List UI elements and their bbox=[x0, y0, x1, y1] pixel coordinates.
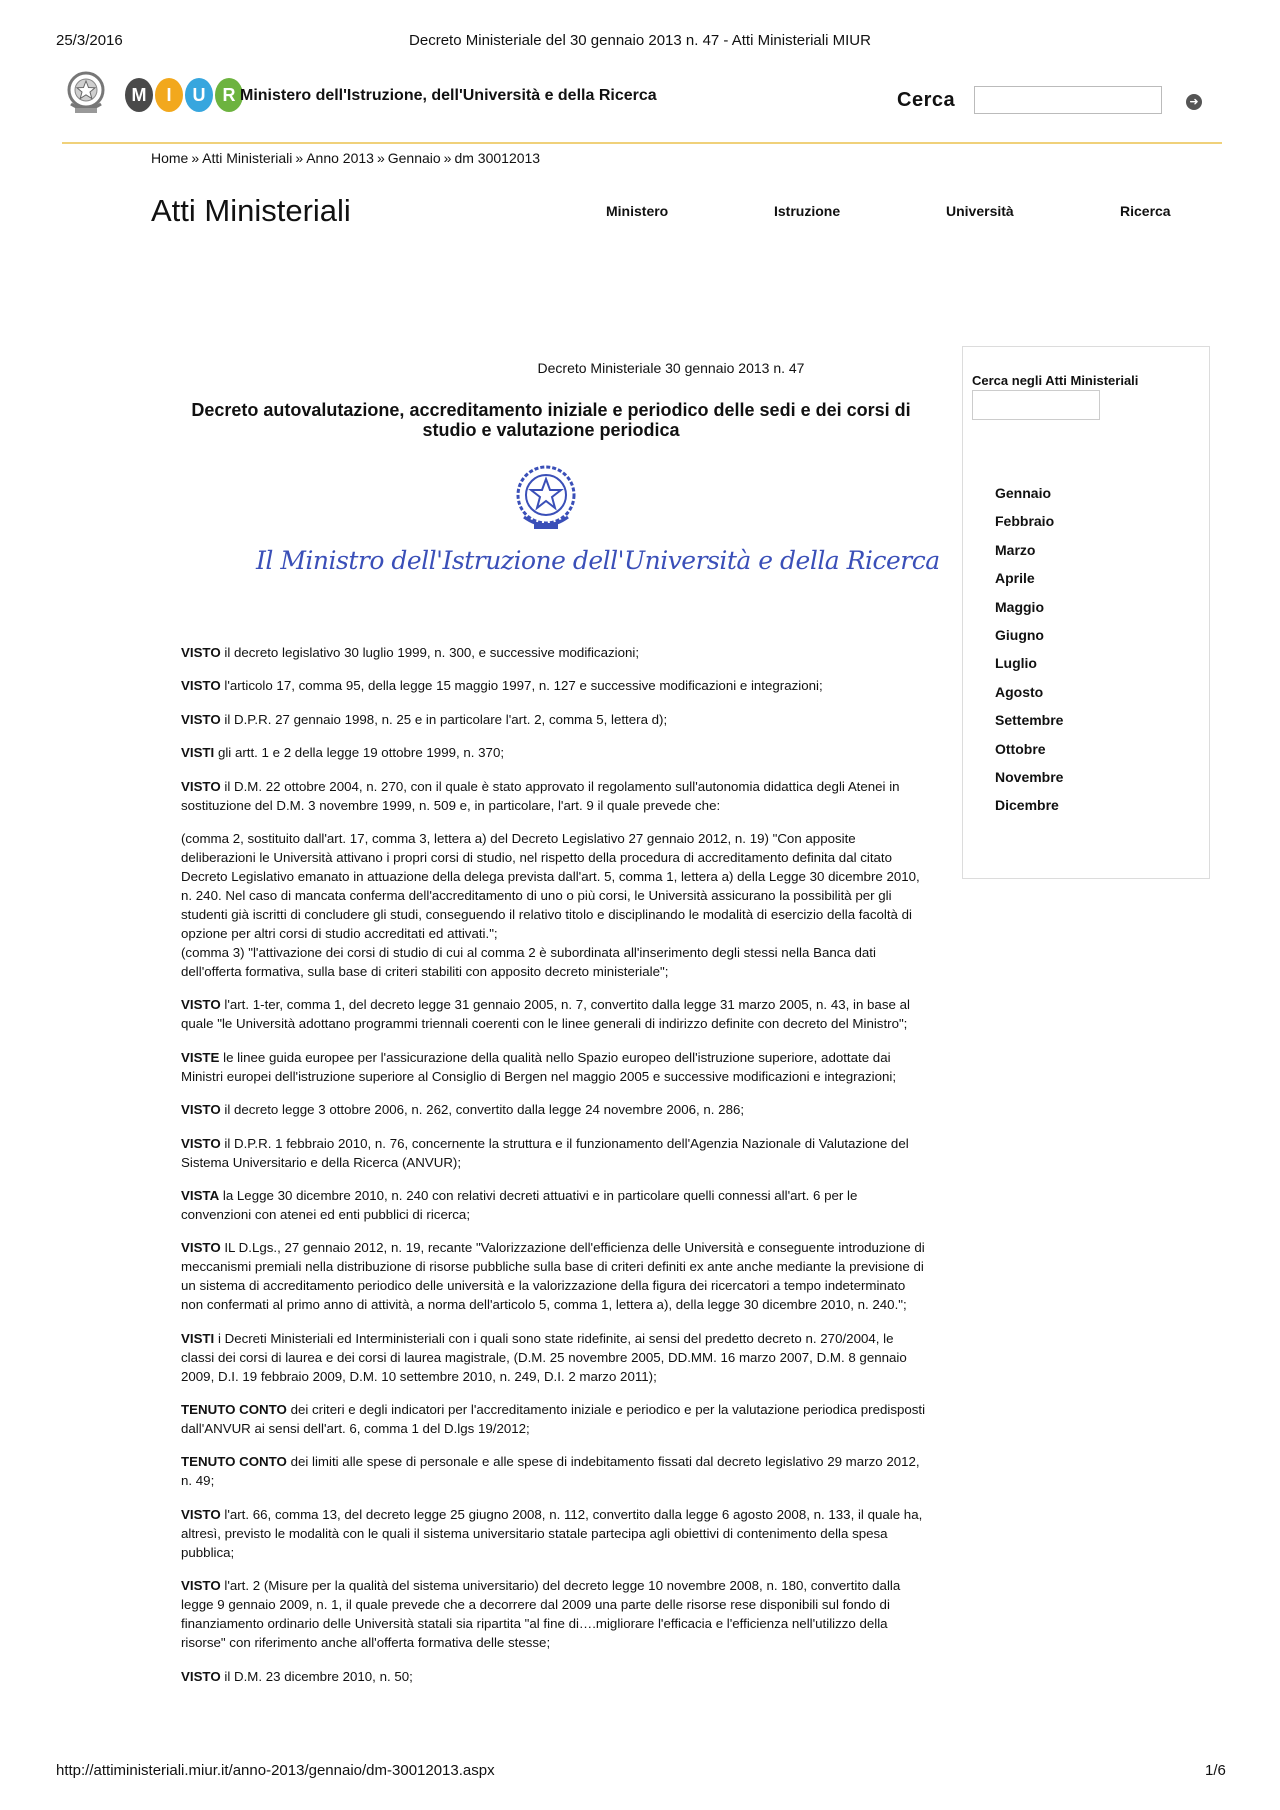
month-link[interactable]: Maggio bbox=[995, 598, 1044, 615]
header-divider bbox=[62, 142, 1222, 144]
month-link[interactable]: Marzo bbox=[995, 541, 1036, 558]
breadcrumb-atti-ministeriali[interactable]: Atti Ministeriali bbox=[202, 150, 293, 166]
breadcrumb-month[interactable]: Gennaio bbox=[387, 150, 441, 166]
document-paragraph: VISTO il decreto legge 3 ottobre 2006, n. 262, convertito dalla legge 24 novembre 2006, n. 286; bbox=[181, 1102, 745, 1118]
document-paragraph: VISTO l'art. 1-ter, comma 1, del decreto legge 31 gennaio 2005, n. 7, convertito dalla legge 31 marzo 2005, n. 43, in base al quale "le Università adottano programmi triennali coerenti con le linee generali di indirizzo definite con decreto del Ministro"; bbox=[181, 997, 910, 1032]
nav-ministero[interactable]: Ministero bbox=[606, 203, 669, 219]
document-paragraph: VISTI gli artt. 1 e 2 della legge 19 ottobre 1999, n. 370; bbox=[181, 745, 505, 761]
month-link[interactable]: Ottobre bbox=[995, 740, 1046, 757]
month-link[interactable]: Gennaio bbox=[995, 485, 1052, 501]
document-paragraph: TENUTO CONTO dei criteri e degli indicatori per l'accreditamento iniziale e periodico e per la valutazione periodica predisposti dall'ANVUR ai sensi dell'art. 6, comma 1 del D.lgs 19/2012; bbox=[181, 1402, 926, 1437]
month-link[interactable]: Giugno bbox=[995, 626, 1044, 643]
miur-logo-letter: I bbox=[155, 78, 183, 112]
section-title: Atti Ministeriali bbox=[151, 193, 351, 228]
document-paragraph: VISTE le linee guida europee per l'assicurazione della qualità nello Spazio europeo dell'istruzione superiore, adottate dai Ministri europei dell'istruzione superiore al Consiglio di Bergen nel maggio 2005 e successive modificazioni e integrazioni; bbox=[181, 1049, 897, 1084]
nav-ricerca[interactable]: Ricerca bbox=[1120, 203, 1171, 219]
print-date: 25/3/2016 bbox=[56, 32, 123, 49]
miur-logo-letter: R bbox=[215, 78, 243, 112]
document-paragraph: VISTO l'art. 2 (Misure per la qualità del sistema universitario) del decreto legge 10 novembre 2008, n. 180, convertito dalla legge 9 gennaio 2009, n. 1, il quale prevede che a decorrere dal 2009 una parte delle risorse rese disponibili sul fondo di finanziamento ordinario delle Università statali sia ripartita "al fine di….migliorare l'efficacia e l'efficienza nell'utilizzo della risorse" con riferimento anche all'offerta formativa delle stesse; bbox=[181, 1578, 901, 1651]
document-paragraph: VISTO il D.P.R. 1 febbraio 2010, n. 76, concernente la struttura e il funzionamento dell'Agenzia Nazionale di Valutazione del Sistema Universitario e della Ricerca (ANVUR); bbox=[181, 1135, 909, 1170]
sidebar-search-input[interactable] bbox=[972, 390, 1100, 420]
document-paragraph: VISTO il decreto legislativo 30 luglio 1999, n. 300, e successive modificazioni; bbox=[181, 645, 640, 660]
month-link[interactable]: Settembre bbox=[995, 712, 1064, 729]
ministry-name: Ministero dell'Istruzione, dell'Università e della Ricerca bbox=[240, 87, 657, 104]
nav-universita[interactable]: Università bbox=[946, 203, 1014, 219]
month-list bbox=[995, 485, 1063, 826]
minister-signature-line: Il Ministro dell'Istruzione dell'Università e della Ricerca bbox=[256, 546, 940, 575]
document-paragraph: (comma 2, sostituito dall'art. 17, comma 3, lettera a) del Decreto Legislativo 27 gennaio 2012, n. 19) "Con apposite deliberazioni le Università attivano i propri corsi di studio, nel rispetto della procedura di accreditamento definita dal citato Decreto Legislativo emanato in attuazione della delega prevista dall'art. 5, comma 1, lettera a) della Legge 30 dicembre 2010, n. 240. Nel caso di mancata conferma dell'accreditamento di uno o più corsi, le Università assicurano la possibilità per gli studenti già iscritti di concludere gli studi, conseguendo il relativo titolo e disciplinando le modalità di esercizio della facoltà di opzione per altri corsi di studio accreditati ed attivati."; (comma 3) "l'attivazione dei corsi di studio di cui al comma 2 è subordinata all'inserimento degli stessi nella Banca dati dell'offerta formativa, sulla base di criteri stabiliti con apposito decreto ministeriale"; bbox=[181, 830, 920, 979]
document-paragraph: VISTA la Legge 30 dicembre 2010, n. 240 con relativi decreti attuativi e in particolare quelli connessi all'art. 6 per le convenzioni con atenei ed enti pubblici di ricerca; bbox=[181, 1187, 858, 1222]
search-input[interactable] bbox=[974, 86, 1162, 114]
document-paragraph: VISTI i Decreti Ministeriali ed Interministeriali con i quali sono state ridefinite, ai sensi del predetto decreto n. 270/2004, le classi dei corsi di laurea e dei corsi di laurea magistrale, (D.M. 25 novembre 2005, DD.MM. 16 marzo 2007, D.M. 8 gennaio 2009, D.I. 19 febbraio 2009, D.M. 10 settembre 2010, n. 249, D.I. 2 marzo 2011); bbox=[181, 1330, 907, 1384]
month-link[interactable]: Dicembre bbox=[995, 797, 1059, 814]
document-paragraph: VISTO l'articolo 17, comma 95, della legge 15 maggio 1997, n. 127 e successive modificazioni e integrazioni; bbox=[181, 678, 823, 694]
document-paragraph: TENUTO CONTO dei limiti alle spese di personale e alle spese di indebitamento fissati dal decreto legislativo 29 marzo 2012, n. 49; bbox=[181, 1454, 920, 1489]
print-page-number: 1/6 bbox=[1205, 1762, 1226, 1779]
document-body bbox=[181, 643, 926, 1700]
document-paragraph: VISTO il D.M. 22 ottobre 2004, n. 270, con il quale è stato approvato il regolamento sull'autonomia didattica degli Atenei in sostituzione del D.M. 3 novembre 1999, n. 509 e, in particolare, l'art. 9 il quale prevede che: bbox=[181, 778, 900, 813]
breadcrumb: Home » Atti Ministeriali » Anno 2013 » Gennaio » dm 30012013 bbox=[151, 150, 541, 166]
republic-seal-icon bbox=[514, 463, 578, 535]
sidebar-search-label: Cerca negli Atti Ministeriali bbox=[972, 373, 1139, 388]
miur-logo-letter: U bbox=[185, 78, 213, 112]
document-paragraph: VISTO il D.P.R. 27 gennaio 1998, n. 25 e in particolare l'art. 2, comma 5, lettera d); bbox=[181, 711, 668, 727]
miur-logo[interactable] bbox=[125, 78, 243, 112]
month-link[interactable]: Luglio bbox=[995, 655, 1037, 672]
print-page-title: Decreto Ministeriale del 30 gennaio 2013 n. 47 - Atti Ministeriali MIUR bbox=[409, 32, 871, 49]
miur-logo-letter: M bbox=[125, 78, 153, 112]
month-link[interactable]: Febbraio bbox=[995, 513, 1055, 530]
breadcrumb-anno[interactable]: Anno 2013 bbox=[306, 150, 374, 166]
breadcrumb-home[interactable]: Home bbox=[151, 150, 189, 166]
document-paragraph: VISTO il D.M. 23 dicembre 2010, n. 50; bbox=[181, 1668, 413, 1684]
month-link[interactable]: Novembre bbox=[995, 768, 1064, 785]
republic-emblem-icon[interactable] bbox=[63, 68, 109, 116]
month-link[interactable]: Aprile bbox=[995, 570, 1035, 587]
nav-istruzione[interactable]: Istruzione bbox=[774, 203, 841, 219]
document-paragraph: VISTO IL D.Lgs., 27 gennaio 2012, n. 19, recante "Valorizzazione dell'efficienza delle Università e conseguente introduzione di meccanismi premiali nella distribuzione di risorse pubbliche sulla base di criteri definiti ex ante anche mediante la previsione di un sistema di accreditamento periodico delle università e la valorizzazione della figura dei ricercatori a tempo indeterminato non confermati al primo anno di attività, a norma dell'articolo 5, comma 1, lettera a), della legge 30 dicembre 2010, n. 240."; bbox=[181, 1240, 925, 1313]
breadcrumb-current: dm 30012013 bbox=[454, 150, 541, 166]
search-label: Cerca bbox=[897, 89, 956, 111]
print-url: http://attiministeriali.miur.it/anno-2013/gennaio/dm-30012013.aspx bbox=[56, 1762, 495, 1779]
document-title: Decreto autovalutazione, accreditamento iniziale e periodico delle sedi e dei corsi di studio e valutazione periodica bbox=[191, 400, 911, 440]
document-subtitle: Decreto Ministeriale 30 gennaio 2013 n. 47 bbox=[537, 360, 805, 376]
arrow-right-icon[interactable]: ➜ bbox=[1186, 94, 1202, 110]
document-paragraph: VISTO l'art. 66, comma 13, del decreto legge 25 giugno 2008, n. 112, convertito dalla legge 6 agosto 2008, n. 133, il quale ha, altresì, previsto le modalità con le quali il sistema universitario statale partecipa agli obiettivi di contenimento della spesa pubblica; bbox=[181, 1506, 923, 1560]
month-link[interactable]: Agosto bbox=[995, 683, 1044, 700]
